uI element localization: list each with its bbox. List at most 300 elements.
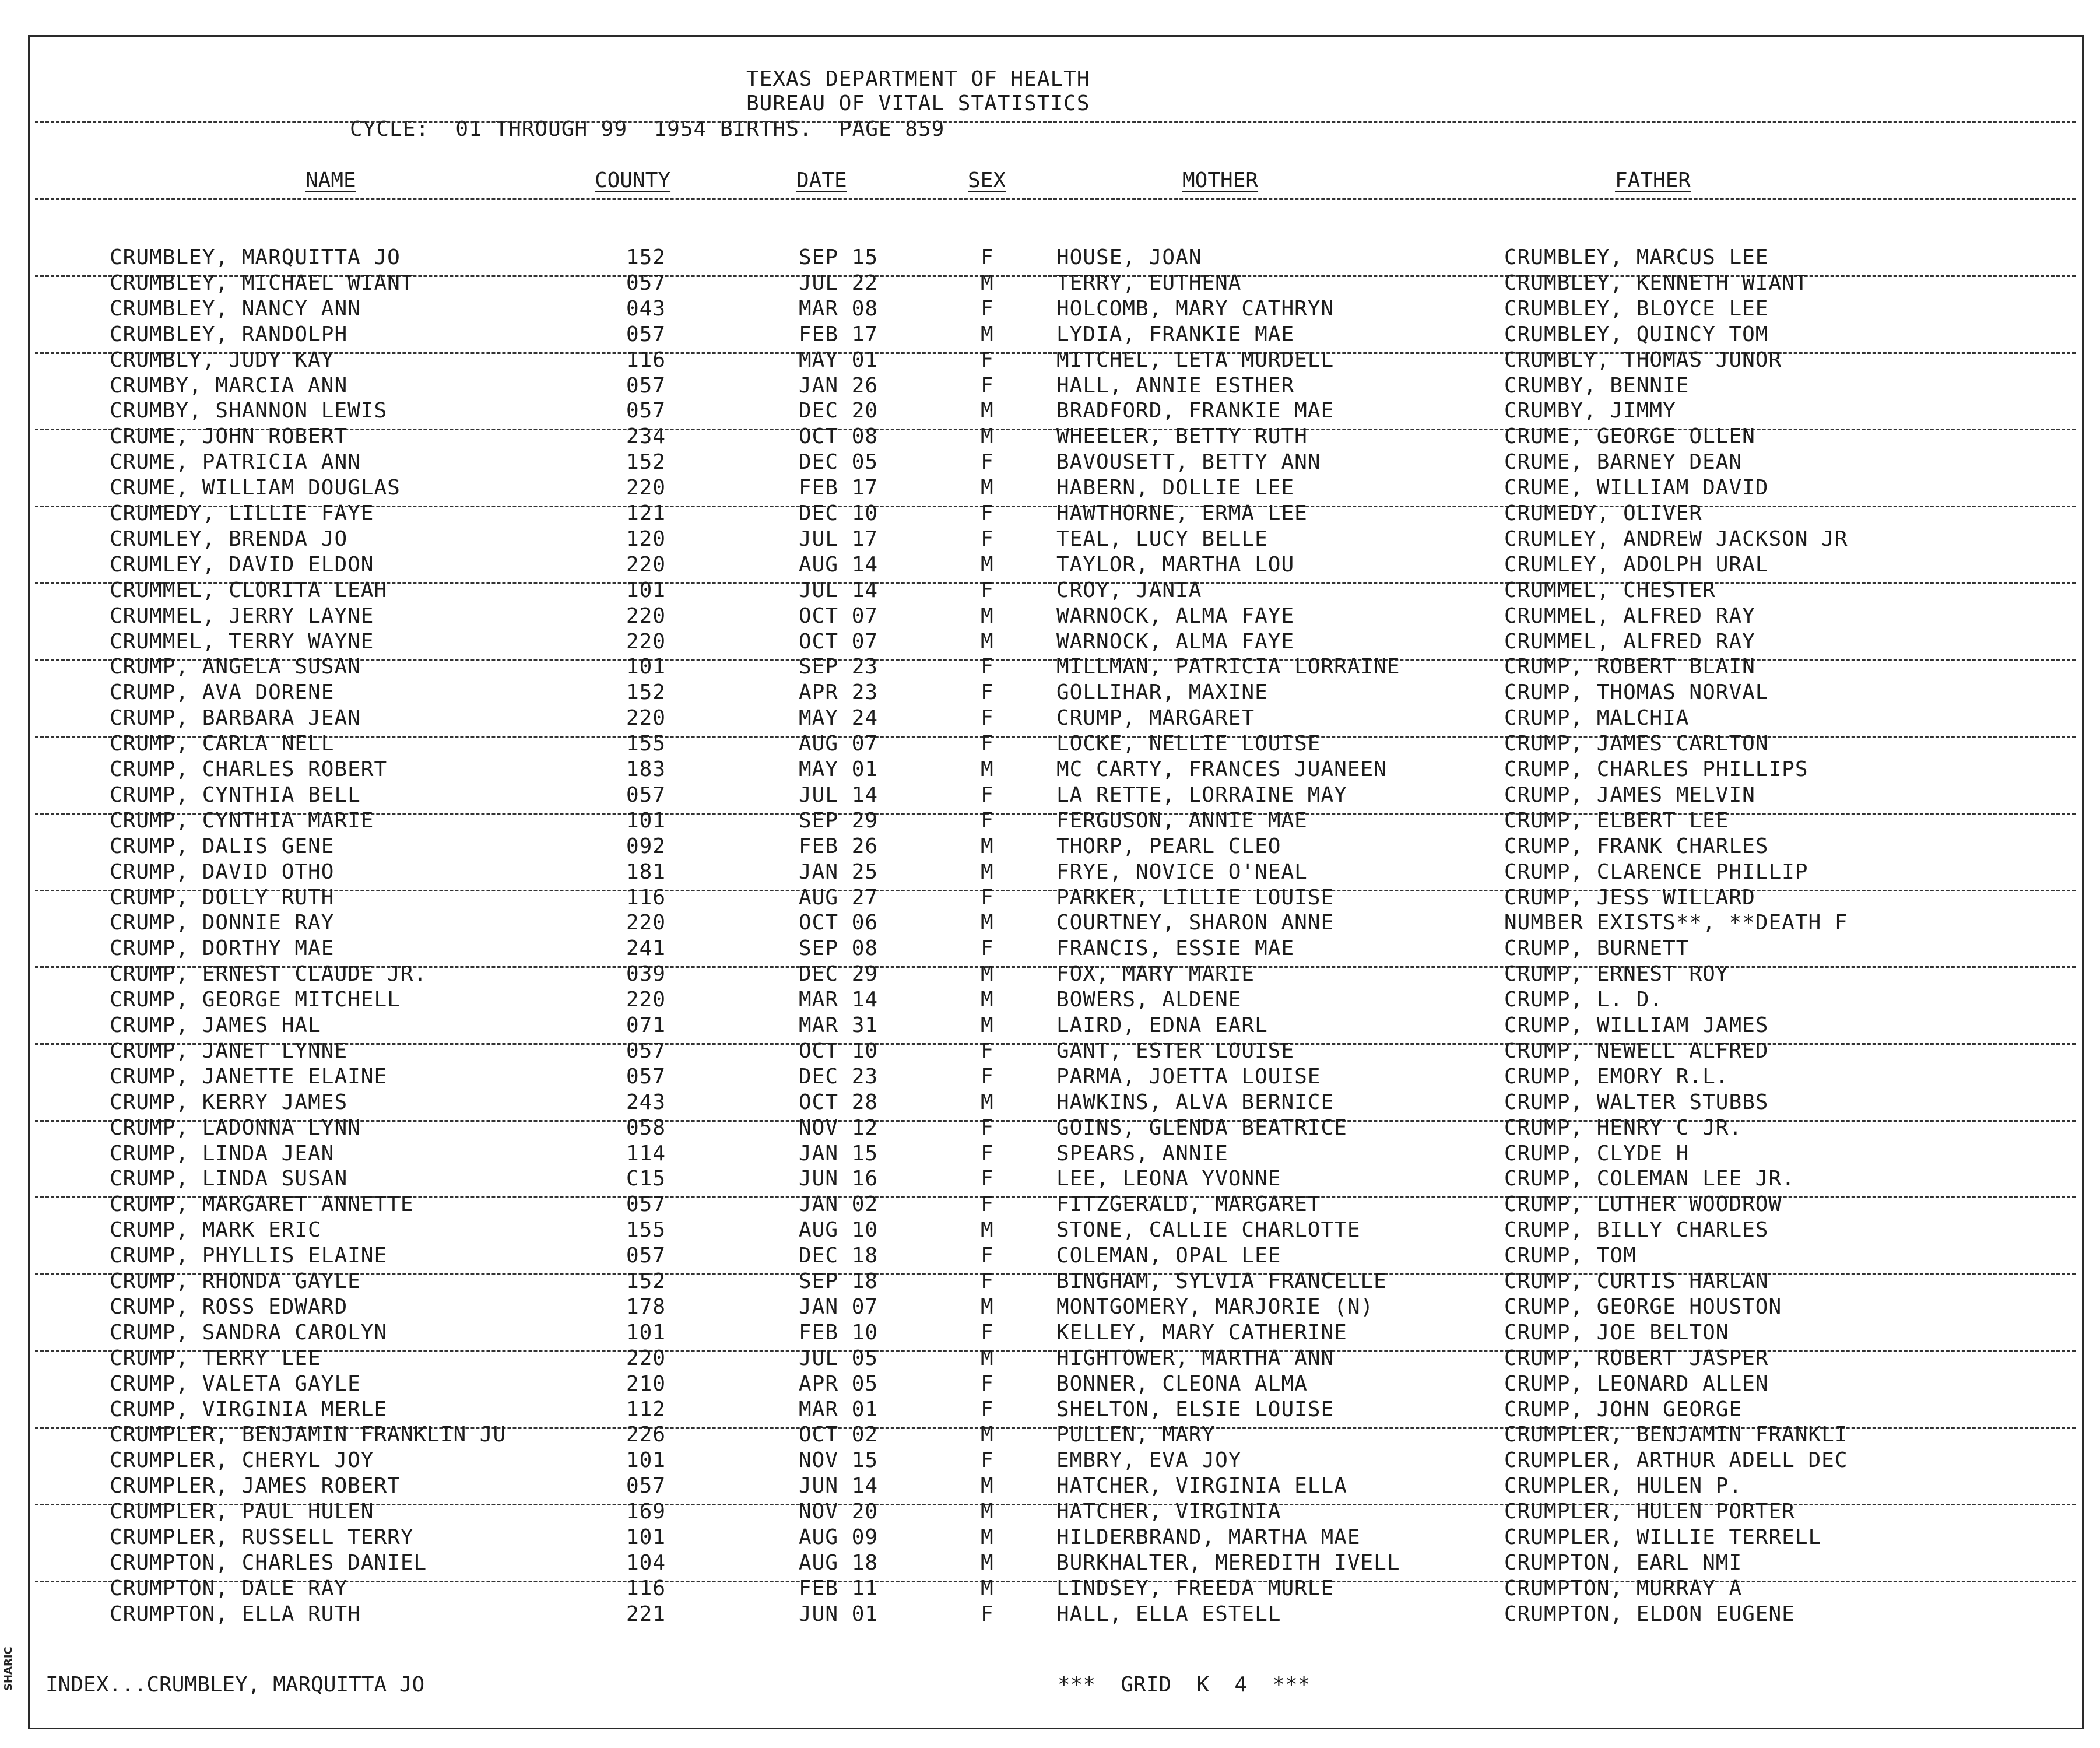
cell-county: 057	[626, 399, 666, 423]
cell-name: CRUMPLER, BENJAMIN FRANKLIN JU	[110, 1423, 507, 1447]
cell-date: OCT 06	[799, 911, 879, 935]
cell-date: JUL 14	[799, 782, 879, 807]
cell-father: CRUMBY, BENNIE	[1504, 373, 1690, 398]
table-row	[0, 451, 2100, 475]
cell-county: 155	[626, 732, 666, 756]
cell-sex: F	[981, 808, 994, 833]
cell-father: CRUMP, GEORGE HOUSTON	[1504, 1294, 1782, 1319]
cell-county: 114	[626, 1141, 666, 1166]
cell-sex: M	[981, 1013, 994, 1037]
cell-mother: HILDERBRAND, MARTHA MAE	[1056, 1525, 1361, 1549]
cell-father: CRUMPLER, ARTHUR ADELL DEC	[1504, 1448, 1848, 1473]
cell-county: 092	[626, 834, 666, 858]
cell-father: CRUMMEL, ALFRED RAY	[1504, 603, 1755, 628]
cell-date: DEC 10	[799, 501, 879, 525]
cell-county: 121	[626, 501, 666, 525]
cell-date: MAR 14	[799, 988, 879, 1012]
cell-father: CRUMP, NEWELL ALFRED	[1504, 1038, 1769, 1063]
cell-name: CRUMP, CHARLES ROBERT	[110, 757, 388, 781]
cell-mother: HABERN, DOLLIE LEE	[1056, 476, 1295, 500]
cell-mother: PARMA, JOETTA LOUISE	[1056, 1064, 1321, 1089]
cell-date: SEP 08	[799, 936, 879, 961]
cell-sex: M	[981, 834, 994, 858]
cell-county: 220	[626, 476, 666, 500]
cell-sex: F	[981, 1244, 994, 1268]
cell-county: 220	[626, 603, 666, 628]
cell-father: CRUMMEL, CHESTER	[1504, 578, 1716, 602]
cell-county: 116	[626, 885, 666, 910]
table-row	[0, 758, 2100, 782]
cell-date: JUL 22	[799, 271, 879, 295]
cell-name: CRUMP, ERNEST CLAUDE JR.	[110, 962, 427, 987]
table-row	[0, 1296, 2100, 1320]
cell-mother: LEE, LEONA YVONNE	[1056, 1167, 1281, 1191]
cell-county: 226	[626, 1423, 666, 1447]
cell-date: JAN 02	[799, 1192, 879, 1217]
cell-date: AUG 07	[799, 732, 879, 756]
cell-sex: M	[981, 1576, 994, 1600]
table-row	[0, 553, 2100, 578]
table-row	[0, 630, 2100, 655]
cell-mother: BRADFORD, FRANKIE MAE	[1056, 399, 1335, 423]
cell-county: 220	[626, 706, 666, 731]
cell-name: CRUMP, VALETA GAYLE	[110, 1371, 361, 1396]
cell-date: AUG 10	[799, 1218, 879, 1242]
table-row	[0, 1244, 2100, 1269]
cell-father: CRUMP, WALTER STUBBS	[1504, 1090, 1769, 1114]
table-row	[0, 1219, 2100, 1243]
cell-date: JUN 14	[799, 1474, 879, 1498]
cell-name: CRUMBLEY, MICHAEL WIANT	[110, 271, 414, 295]
cell-father: CRUMP, EMORY R.L.	[1504, 1064, 1729, 1089]
table-row	[0, 861, 2100, 885]
cell-name: CRUMBLY, JUDY KAY	[110, 348, 335, 372]
cell-county: 152	[626, 680, 666, 705]
cell-county: 220	[626, 552, 666, 577]
cell-sex: M	[981, 859, 994, 884]
table-row	[0, 349, 2100, 373]
cell-date: AUG 14	[799, 552, 879, 577]
table-row	[0, 374, 2100, 399]
cell-name: CRUMP, VIRGINIA MERLE	[110, 1397, 388, 1421]
table-row	[0, 1014, 2100, 1038]
cell-father: CRUMLEY, ANDREW JACKSON JR	[1504, 526, 1848, 551]
cell-date: DEC 05	[799, 450, 879, 475]
cell-mother: SHELTON, ELSIE LOUISE	[1056, 1397, 1335, 1421]
cell-name: CRUMLEY, DAVID ELDON	[110, 552, 374, 577]
cell-mother: LAIRD, EDNA EARL	[1056, 1013, 1268, 1037]
cell-county: 057	[626, 1244, 666, 1268]
column-header-county: COUNTY	[595, 169, 671, 192]
table-row	[0, 732, 2100, 757]
cell-county: 241	[626, 936, 666, 961]
cell-father: CRUMBLEY, BLOYCE LEE	[1504, 296, 1769, 321]
cell-mother: FRANCIS, ESSIE MAE	[1056, 936, 1295, 961]
cell-mother: COURTNEY, SHARON ANNE	[1056, 911, 1335, 935]
column-header-sex: SEX	[968, 169, 1006, 192]
cell-father: CRUMP, ROBERT JASPER	[1504, 1346, 1769, 1370]
cell-county: 057	[626, 1192, 666, 1217]
cell-county: 234	[626, 424, 666, 449]
cell-mother: BINGHAM, SYLVIA FRANCELLE	[1056, 1269, 1387, 1293]
cell-date: JAN 07	[799, 1294, 879, 1319]
cell-date: NOV 15	[799, 1448, 879, 1473]
cell-mother: HALL, ANNIE ESTHER	[1056, 373, 1295, 398]
cell-date: SEP 23	[799, 655, 879, 679]
cell-father: CRUMEDY, OLIVER	[1504, 501, 1703, 525]
cell-mother: TAYLOR, MARTHA LOU	[1056, 552, 1295, 577]
cell-county: 057	[626, 322, 666, 346]
cell-date: DEC 23	[799, 1064, 879, 1089]
table-row	[0, 1373, 2100, 1397]
cell-sex: F	[981, 1320, 994, 1345]
table-row	[0, 988, 2100, 1013]
cell-father: CRUME, GEORGE OLLEN	[1504, 424, 1755, 449]
cell-date: MAR 08	[799, 296, 879, 321]
cell-sex: F	[981, 706, 994, 731]
cell-name: CRUMP, CARLA NELL	[110, 732, 335, 756]
cell-mother: WHEELER, BETTY RUTH	[1056, 424, 1308, 449]
cell-name: CRUMP, JANETTE ELAINE	[110, 1064, 388, 1089]
column-header-father: FATHER	[1615, 169, 1691, 192]
cell-sex: M	[981, 552, 994, 577]
cell-date: AUG 27	[799, 885, 879, 910]
cell-sex: M	[981, 1525, 994, 1549]
cell-name: CRUMEDY, LILLIE FAYE	[110, 501, 374, 525]
cell-sex: F	[981, 732, 994, 756]
table-row	[0, 1577, 2100, 1602]
cell-father: CRUMBLEY, KENNETH WIANT	[1504, 271, 1808, 295]
cell-name: CRUMP, PHYLLIS ELAINE	[110, 1244, 388, 1268]
cell-name: CRUMMEL, CLORITA LEAH	[110, 578, 388, 602]
cell-name: CRUMPLER, CHERYL JOY	[110, 1448, 374, 1473]
cell-date: JAN 25	[799, 859, 879, 884]
cell-date: FEB 11	[799, 1576, 879, 1600]
cell-mother: PULLEN, MARY	[1056, 1423, 1216, 1447]
cell-mother: TERRY, EUTHENA	[1056, 271, 1242, 295]
cell-name: CRUMP, JAMES HAL	[110, 1013, 321, 1037]
cell-name: CRUMBY, MARCIA ANN	[110, 373, 348, 398]
cell-county: 155	[626, 1218, 666, 1242]
table-row	[0, 963, 2100, 987]
cell-father: CRUMP, CLYDE H	[1504, 1141, 1690, 1166]
cell-father: CRUMP, BILLY CHARLES	[1504, 1218, 1769, 1242]
column-header-date: DATE	[796, 169, 847, 192]
cell-county: 152	[626, 245, 666, 269]
cell-sex: F	[981, 1167, 994, 1191]
cell-name: CRUME, WILLIAM DOUGLAS	[110, 476, 401, 500]
cell-mother: BONNER, CLEONA ALMA	[1056, 1371, 1308, 1396]
cell-father: CRUMPTON, ELDON EUGENE	[1504, 1602, 1795, 1626]
cell-date: OCT 07	[799, 629, 879, 654]
cell-father: CRUMPLER, BENJAMIN FRANKLI	[1504, 1423, 1848, 1447]
cell-name: CRUMPTON, CHARLES DANIEL	[110, 1550, 427, 1575]
cell-sex: M	[981, 962, 994, 987]
cell-sex: M	[981, 271, 994, 295]
cell-mother: HAWKINS, ALVA BERNICE	[1056, 1090, 1335, 1114]
cell-father: CRUMP, JOHN GEORGE	[1504, 1397, 1743, 1421]
cell-sex: M	[981, 476, 994, 500]
cell-date: DEC 29	[799, 962, 879, 987]
cell-father: CRUMBLEY, QUINCY TOM	[1504, 322, 1769, 346]
cell-sex: F	[981, 1192, 994, 1217]
cell-mother: EMBRY, EVA JOY	[1056, 1448, 1242, 1473]
cell-father: CRUMP, CURTIS HARLAN	[1504, 1269, 1769, 1293]
cell-name: CRUMP, DORTHY MAE	[110, 936, 335, 961]
cell-county: 043	[626, 296, 666, 321]
cell-name: CRUMP, AVA DORENE	[110, 680, 335, 705]
cell-father: CRUMP, L. D.	[1504, 988, 1663, 1012]
cell-county: 101	[626, 1448, 666, 1473]
cell-date: MAR 01	[799, 1397, 879, 1421]
cell-date: FEB 26	[799, 834, 879, 858]
cell-county: 210	[626, 1371, 666, 1396]
cell-date: JUL 17	[799, 526, 879, 551]
cell-mother: GOLLIHAR, MAXINE	[1056, 680, 1268, 705]
cell-mother: HATCHER, VIRGINIA	[1056, 1500, 1281, 1524]
cell-father: CRUMP, JOE BELTON	[1504, 1320, 1729, 1345]
cell-name: CRUMPTON, ELLA RUTH	[110, 1602, 361, 1626]
cell-date: JUN 01	[799, 1602, 879, 1626]
cell-mother: HOLCOMB, MARY CATHRYN	[1056, 296, 1335, 321]
cell-name: CRUMPLER, JAMES ROBERT	[110, 1474, 401, 1498]
table-row	[0, 1167, 2100, 1192]
cell-date: JUL 14	[799, 578, 879, 602]
cell-father: CRUMBLEY, MARCUS LEE	[1504, 245, 1769, 269]
cell-county: 178	[626, 1294, 666, 1319]
table-row	[0, 937, 2100, 961]
cell-name: CRUMLEY, BRENDA JO	[110, 526, 348, 551]
cell-name: CRUMP, LINDA SUSAN	[110, 1167, 348, 1191]
cell-sex: M	[981, 1550, 994, 1575]
index-footer: INDEX...CRUMBLEY, MARQUITTA JO	[45, 1673, 425, 1697]
cell-name: CRUMP, ROSS EDWARD	[110, 1294, 348, 1319]
cell-county: 220	[626, 911, 666, 935]
cell-name: CRUMPLER, RUSSELL TERRY	[110, 1525, 414, 1549]
cell-county: 181	[626, 859, 666, 884]
cell-father: CRUMP, JAMES MELVIN	[1504, 782, 1755, 807]
cell-date: SEP 18	[799, 1269, 879, 1293]
cell-father: CRUMP, HENRY C JR.	[1504, 1115, 1743, 1140]
cell-name: CRUME, PATRICIA ANN	[110, 450, 361, 475]
cell-mother: GOINS, GLENDA BEATRICE	[1056, 1115, 1347, 1140]
cell-sex: M	[981, 1218, 994, 1242]
cell-county: 243	[626, 1090, 666, 1114]
table-row	[0, 1193, 2100, 1217]
cell-sex: F	[981, 1115, 994, 1140]
cell-father: CRUMP, CHARLES PHILLIPS	[1504, 757, 1808, 781]
cell-father: CRUMPTON, EARL NMI	[1504, 1550, 1743, 1575]
cell-father: CRUMMEL, ALFRED RAY	[1504, 629, 1755, 654]
cell-name: CRUMBLEY, MARQUITTA JO	[110, 245, 401, 269]
cell-sex: M	[981, 322, 994, 346]
cell-county: 116	[626, 1576, 666, 1600]
cell-name: CRUMBLEY, NANCY ANN	[110, 296, 361, 321]
table-row	[0, 1321, 2100, 1346]
cell-county: 057	[626, 1474, 666, 1498]
cell-sex: F	[981, 296, 994, 321]
cell-date: AUG 09	[799, 1525, 879, 1549]
cell-mother: STONE, CALLIE CHARLOTTE	[1056, 1218, 1361, 1242]
cell-county: 057	[626, 373, 666, 398]
cell-sex: M	[981, 1346, 994, 1370]
table-row	[0, 502, 2100, 526]
table-row	[0, 809, 2100, 834]
cell-county: 169	[626, 1500, 666, 1524]
cell-date: FEB 10	[799, 1320, 879, 1345]
cell-mother: CROY, JANIA	[1056, 578, 1202, 602]
table-row	[0, 1040, 2100, 1064]
table-row	[0, 1347, 2100, 1371]
cell-mother: MONTGOMERY, MARJORIE (N)	[1056, 1294, 1374, 1319]
cell-name: CRUMP, LADONNA LYNN	[110, 1115, 361, 1140]
cell-mother: THORP, PEARL CLEO	[1056, 834, 1281, 858]
cell-county: 220	[626, 629, 666, 654]
cell-sex: F	[981, 373, 994, 398]
cell-county: 071	[626, 1013, 666, 1037]
cell-father: CRUMLEY, ADOLPH URAL	[1504, 552, 1769, 577]
cell-mother: COLEMAN, OPAL LEE	[1056, 1244, 1281, 1268]
cell-date: DEC 18	[799, 1244, 879, 1268]
cell-county: 101	[626, 1320, 666, 1345]
cell-father: CRUMP, WILLIAM JAMES	[1504, 1013, 1769, 1037]
cell-name: CRUMP, KERRY JAMES	[110, 1090, 348, 1114]
cell-father: CRUMP, MALCHIA	[1504, 706, 1690, 731]
table-row	[0, 1526, 2100, 1550]
cell-date: AUG 18	[799, 1550, 879, 1575]
bureau-title: BUREAU OF VITAL STATISTICS	[746, 92, 1090, 115]
cell-date: OCT 07	[799, 603, 879, 628]
cell-name: CRUMPTON, DALE RAY	[110, 1576, 348, 1600]
cell-father: CRUMP, JESS WILLARD	[1504, 885, 1755, 910]
cell-father: CRUMPLER, HULEN P.	[1504, 1474, 1743, 1498]
cell-father: CRUMP, CLARENCE PHILLIP	[1504, 859, 1808, 884]
cell-mother: HOUSE, JOAN	[1056, 245, 1202, 269]
cell-sex: M	[981, 399, 994, 423]
cell-father: CRUMP, JAMES CARLTON	[1504, 732, 1769, 756]
cell-sex: F	[981, 245, 994, 269]
cell-father: CRUMP, BURNETT	[1504, 936, 1690, 961]
cell-mother: LINDSEY, FREEDA MURLE	[1056, 1576, 1335, 1600]
table-row	[0, 1500, 2100, 1525]
cell-mother: BAVOUSETT, BETTY ANN	[1056, 450, 1321, 475]
cell-date: APR 23	[799, 680, 879, 705]
cell-mother: FOX, MARY MARIE	[1056, 962, 1255, 987]
cell-date: JUL 05	[799, 1346, 879, 1370]
cell-mother: WARNOCK, ALMA FAYE	[1056, 603, 1295, 628]
cell-sex: F	[981, 450, 994, 475]
cell-name: CRUMP, DONNIE RAY	[110, 911, 335, 935]
table-row	[0, 528, 2100, 552]
cell-sex: F	[981, 1064, 994, 1089]
cell-sex: F	[981, 1141, 994, 1166]
cell-sex: M	[981, 629, 994, 654]
table-row	[0, 1449, 2100, 1473]
cell-name: CRUMP, DOLLY RUTH	[110, 885, 335, 910]
cell-date: OCT 02	[799, 1423, 879, 1447]
cell-name: CRUMP, RHONDA GAYLE	[110, 1269, 361, 1293]
table-row	[0, 425, 2100, 450]
cell-county: 101	[626, 808, 666, 833]
cell-sex: F	[981, 885, 994, 910]
table-row	[0, 1552, 2100, 1576]
table-row	[0, 707, 2100, 731]
table-row	[0, 246, 2100, 271]
cell-name: CRUMBY, SHANNON LEWIS	[110, 399, 388, 423]
cell-sex: M	[981, 424, 994, 449]
cell-father: CRUMP, LEONARD ALLEN	[1504, 1371, 1769, 1396]
cell-sex: F	[981, 1397, 994, 1421]
table-row	[0, 1117, 2100, 1141]
cell-date: OCT 10	[799, 1038, 879, 1063]
column-header-name: NAME	[305, 169, 356, 192]
cell-date: OCT 28	[799, 1090, 879, 1114]
cell-name: CRUMP, MARK ERIC	[110, 1218, 321, 1242]
table-row	[0, 655, 2100, 680]
cell-date: NOV 20	[799, 1500, 879, 1524]
cell-sex: F	[981, 501, 994, 525]
cell-name: CRUMP, LINDA JEAN	[110, 1141, 335, 1166]
cell-date: JAN 26	[799, 373, 879, 398]
cell-mother: BOWERS, ALDENE	[1056, 988, 1242, 1012]
cell-mother: HATCHER, VIRGINIA ELLA	[1056, 1474, 1347, 1498]
cell-father: CRUME, BARNEY DEAN	[1504, 450, 1743, 475]
cell-mother: KELLEY, MARY CATHERINE	[1056, 1320, 1347, 1345]
cell-father: CRUMP, FRANK CHARLES	[1504, 834, 1769, 858]
table-row	[0, 1142, 2100, 1167]
cell-sex: F	[981, 348, 994, 372]
cell-county: 058	[626, 1115, 666, 1140]
cell-sex: F	[981, 936, 994, 961]
cell-sex: M	[981, 757, 994, 781]
cell-mother: LOCKE, NELLIE LOUISE	[1056, 732, 1321, 756]
cell-date: NOV 12	[799, 1115, 879, 1140]
table-row	[0, 1270, 2100, 1294]
table-row	[0, 1398, 2100, 1423]
cell-county: 057	[626, 1038, 666, 1063]
cell-father: NUMBER EXISTS**, **DEATH F	[1504, 911, 1848, 935]
cell-mother: FERGUSON, ANNIE MAE	[1056, 808, 1308, 833]
cell-mother: TEAL, LUCY BELLE	[1056, 526, 1268, 551]
cell-name: CRUMP, CYNTHIA BELL	[110, 782, 361, 807]
cell-sex: F	[981, 526, 994, 551]
cell-date: FEB 17	[799, 476, 879, 500]
cell-sex: M	[981, 603, 994, 628]
cell-father: CRUMPLER, WILLIE TERRELL	[1504, 1525, 1822, 1549]
cell-mother: HIGHTOWER, MARTHA ANN	[1056, 1346, 1335, 1370]
cell-father: CRUMP, THOMAS NORVAL	[1504, 680, 1769, 705]
table-row	[0, 886, 2100, 911]
cell-sex: F	[981, 655, 994, 679]
table-row	[0, 1603, 2100, 1627]
cell-county: 057	[626, 1064, 666, 1089]
cell-name: CRUMP, CYNTHIA MARIE	[110, 808, 374, 833]
cell-county: 183	[626, 757, 666, 781]
cell-county: 152	[626, 1269, 666, 1293]
table-row	[0, 297, 2100, 322]
cell-date: SEP 29	[799, 808, 879, 833]
cell-date: MAY 01	[799, 348, 879, 372]
cell-name: CRUMP, MARGARET ANNETTE	[110, 1192, 414, 1217]
cell-name: CRUMMEL, TERRY WAYNE	[110, 629, 374, 654]
cell-sex: F	[981, 1448, 994, 1473]
table-row	[0, 1065, 2100, 1090]
table-row	[0, 835, 2100, 859]
cell-date: FEB 17	[799, 322, 879, 346]
table-row	[0, 476, 2100, 501]
column-header-mother: MOTHER	[1182, 169, 1259, 192]
cell-mother: FITZGERALD, MARGARET	[1056, 1192, 1321, 1217]
